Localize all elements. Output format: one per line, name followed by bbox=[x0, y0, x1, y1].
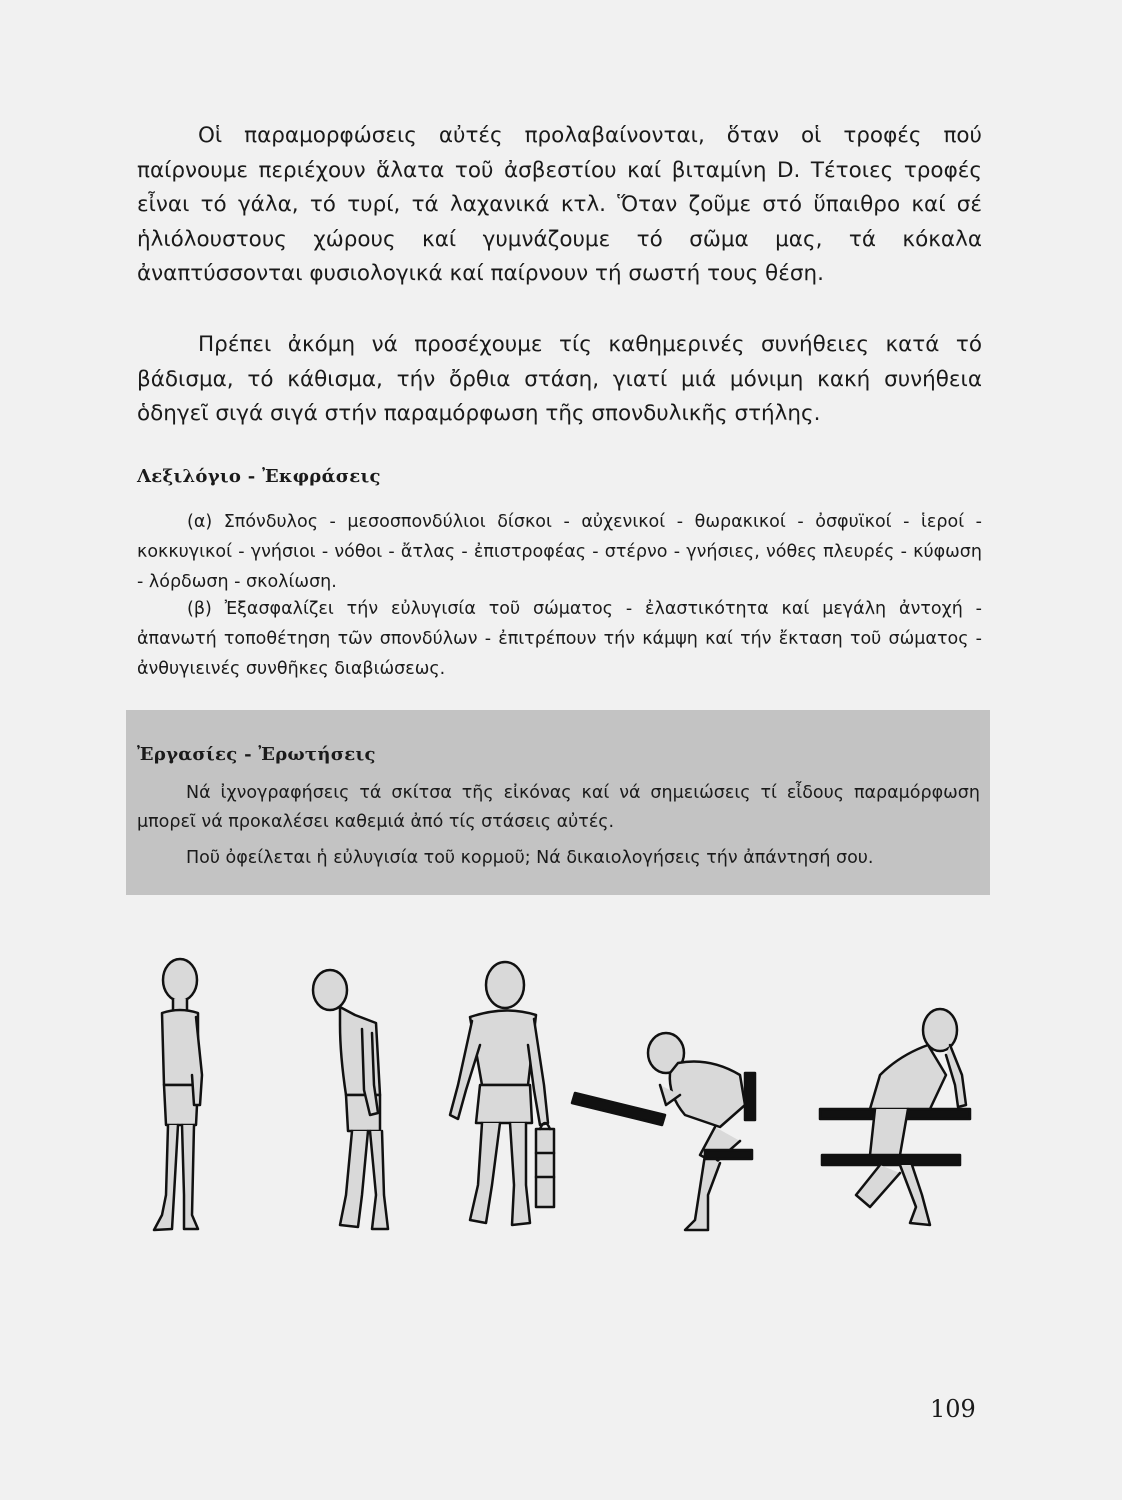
vocabulary-item-b: (β) Ἐξασφαλίζει τήν εὐλυγισία τοῦ σώματος - ἐλαστικότητα καί μεγάλη ἀντοχή - ἀπανωτή τοποθέτηση τῶν σπονδύλων - ἐπιτρέπουν τήν κάμψη καί τήν ἔκταση τοῦ σώματος - ἀνθυγιεινές συνθῆκες διαβιώσεως. bbox=[137, 599, 982, 679]
intro-paragraph-2: Πρέπει ἀκόμη νά προσέχουμε τίς καθημερινές συνήθειες κατά τό βάδισμα, τό κάθισμα, τήν ὄρθια στάση, γιατί μιά μόνιμη κακή συνήθεια ὁδηγεῖ σιγά σιγά στήν παραμόρφωση τῆς σπονδυλικῆς στήλης. bbox=[137, 332, 982, 426]
task-question-1: Νά ἰχνογραφήσεις τά σκίτσα τῆς εἰκόνας καί νά σημειώσεις τί εἶδους παραμόρφωση μπορεῖ νά προκαλέσει καθεμιά ἀπό τίς στάσεις αὐτές. bbox=[137, 783, 980, 832]
vocabulary-heading: Λεξιλόγιο - Ἐκφράσεις bbox=[137, 466, 381, 487]
figure-slouched-posture bbox=[313, 970, 388, 1229]
intro-paragraph-1: Οἱ παραμορφώσεις αὐτές προλαβαίνονται, ὅταν οἱ τροφές πού παίρνουμε περιέχουν ἅλατα τοῦ ἀσβεστίου καί βιταμίνη D. Τέτοιες τροφές εἶναι τό γάλα, τό τυρί, τά λαχανικά κτλ. Ὅταν ζοῦμε στό ὕπαιθρο καί σέ ἡλιόλουστους χώρους καί γυμνάζουμε τό σῶμα μας, τά κόκαλα ἀναπτύσσονται φυσιολογικά καί παίρνουν τή σωστή τους θέση. bbox=[137, 123, 982, 286]
tasks-heading: Ἐργασίες - Ἐρωτήσεις bbox=[137, 744, 376, 765]
figure-carrying-bag-posture bbox=[450, 962, 554, 1225]
task-question-2: Ποῦ ὀφείλεται ἡ εὐλυγισία τοῦ κορμοῦ; Νά δικαιολογήσεις τήν ἀπάντησή σου. bbox=[186, 848, 874, 868]
figure-hunched-at-desk-posture bbox=[572, 1033, 755, 1230]
tasks-box bbox=[126, 710, 990, 895]
posture-illustrations bbox=[140, 945, 980, 1250]
page-number: 109 bbox=[930, 1395, 976, 1423]
vocabulary-item-a: (α) Σπόνδυλος - μεσοσπονδύλιοι δίσκοι - αὐχενικοί - θωρακικοί - ὀσφυϊκοί - ἱεροί - κοκκυγικοί - γνήσιοι - νόθοι - ἄτλας - ἐπιστροφέας - στέρνο - γνήσιες, νόθες πλευρές - κύφωση - λόρδωση - σκολίωση. bbox=[137, 512, 982, 592]
figure-twisted-sitting-posture bbox=[820, 1009, 970, 1225]
figure-correct-posture bbox=[154, 959, 202, 1230]
